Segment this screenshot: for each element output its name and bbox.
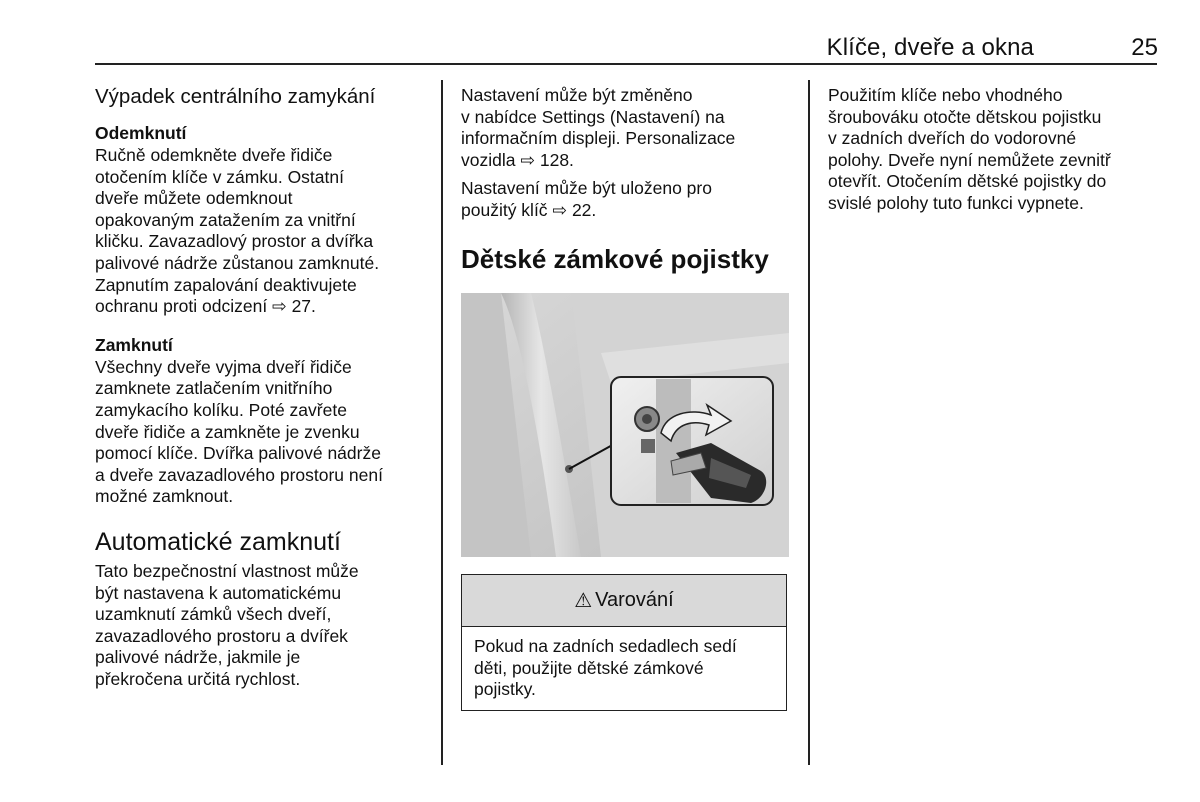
text-line: kličku. Zavazadlový prostor a dvířka — [95, 231, 374, 252]
text-line: Pokud na zadních sedadlech sedí — [474, 636, 737, 656]
text-line: otevřít. Otočením dětské pojistky do — [828, 171, 1107, 192]
text-line: opakovaným zatažením za vnitřní — [95, 209, 356, 230]
unlock-text — [95, 145, 430, 318]
text-line: otočením klíče v zámku. Ostatní — [95, 166, 344, 187]
key-storage-text — [461, 178, 796, 221]
text-line: palivové nádrže, jakmile je — [95, 647, 301, 668]
text-line-with-reference: ochranu proti odcizení ⇨ 27. — [95, 296, 316, 317]
column-divider-1 — [441, 80, 443, 765]
warning-title: Varování — [595, 589, 674, 611]
header-rule — [95, 63, 1157, 65]
automatic-locking-text — [95, 561, 430, 691]
warning-text — [462, 627, 786, 710]
text-line: Všechny dveře vyjma dveří řidiče — [95, 356, 352, 377]
text-line-with-reference: použitý klíč ⇨ 22. — [461, 199, 597, 220]
text-line: Zapnutím zapalování deaktivujete — [95, 274, 357, 295]
warning-header — [462, 575, 786, 627]
child-locks-heading: Dětské zámkové pojistky — [461, 243, 769, 274]
text-line: Nastavení může být uloženo pro — [461, 178, 712, 199]
text-line: pomocí klíče. Dvířka palivové nádrže — [95, 443, 381, 464]
lock-heading: Zamknutí — [95, 334, 173, 355]
section-title: Klíče, dveře a okna — [826, 34, 1034, 61]
page-number: 25 — [1131, 34, 1158, 61]
text-line: Tato bezpečnostní vlastnost může — [95, 560, 359, 581]
warning-box — [461, 574, 787, 711]
text-line: v zadních dveřích do vodorovné — [828, 128, 1077, 149]
column-divider-2 — [808, 80, 810, 765]
text-line: Ručně odemkněte dveře řidiče — [95, 145, 333, 165]
text-line: být nastavena k automatickému — [95, 582, 342, 603]
text-line: překročena určitá rychlost. — [95, 668, 301, 689]
text-line: Použitím klíče nebo vhodného — [828, 85, 1063, 105]
lock-text — [95, 357, 430, 508]
text-line: zamykacího kolíku. Poté zavřete — [95, 399, 347, 420]
column-2 — [461, 85, 796, 275]
column-3 — [828, 85, 1158, 215]
settings-text — [461, 85, 796, 171]
text-line-with-reference: vozidla ⇨ 128. — [461, 149, 574, 170]
child-lock-illustration — [461, 293, 789, 557]
central-locking-failure-heading: Výpadek centrálního zamykání — [95, 85, 376, 108]
text-line: zavazadlového prostoru a dvířek — [95, 625, 348, 646]
text-line: v nabídce Settings (Nastavení) na — [461, 106, 725, 127]
text-line: děti, použijte dětské zámkové — [474, 657, 704, 678]
text-line: informačním displeji. Personalizace — [461, 128, 736, 149]
text-line: a dveře zavazadlového prostoru není — [95, 464, 383, 485]
text-line: pojistky. — [474, 679, 536, 700]
text-line: zamknete zatlačením vnitřního — [95, 378, 333, 399]
warning-triangle-icon: ⚠ — [574, 590, 593, 612]
unlock-heading: Odemknutí — [95, 123, 187, 143]
text-line: svislé polohy tuto funkci vypnete. — [828, 192, 1084, 213]
text-line: šroubováku otočte dětskou pojistku — [828, 106, 1102, 127]
text-line: možné zamknout. — [95, 486, 234, 507]
door-child-lock-svg — [461, 293, 789, 557]
text-line: uzamknutí zámků všech dveří, — [95, 604, 332, 625]
text-line: dveře můžete odemknout — [95, 188, 293, 209]
text-line: polohy. Dveře nyní nemůžete zevnitř — [828, 149, 1111, 170]
text-line: dveře řidiče a zamkněte je zvenku — [95, 421, 360, 442]
text-line: Nastavení může být změněno — [461, 85, 693, 105]
text-line: palivové nádrže zůstanou zamknuté. — [95, 252, 380, 273]
automatic-locking-heading: Automatické zamknutí — [95, 527, 341, 556]
column-1 — [95, 85, 430, 690]
